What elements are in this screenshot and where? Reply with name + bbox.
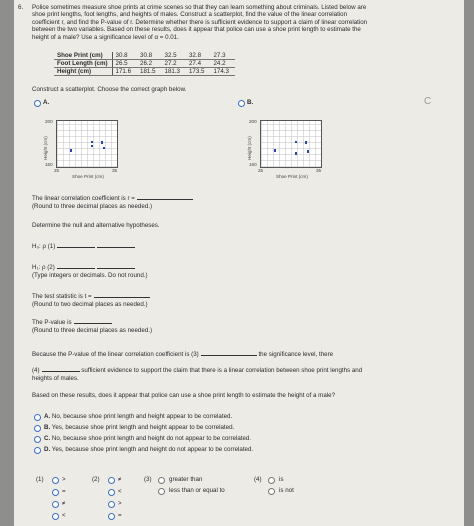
conclusion-part1: Because the P-value of the linear correlation coefficient is (3) [32,351,199,358]
option-letter: D. [44,446,51,453]
graph-a-xtick-right: 35 [112,168,118,173]
correlation-hint: (Round to three decimal places as needed.) [32,203,153,210]
estimate-question: Based on these results, does it appear that police can use a shoe print length to estimate the height of a male? [32,392,336,399]
conclusion-part5: heights of males. [32,375,79,382]
group1-radio[interactable] [52,513,59,520]
pvalue-hint: (Round to three decimal places as needed.) [32,327,153,334]
graph-a-xtick-left: 25 [54,168,60,173]
graph-b-label: B. [247,99,254,106]
worksheet [14,0,464,526]
pvalue-label: The P-value is [32,319,72,326]
group1-option: = [62,488,66,495]
pvalue-line [32,319,112,326]
scatter-point [305,141,307,143]
scatter-point [274,149,276,151]
group4-radio[interactable] [268,488,275,495]
graph-b-ytick-bottom: 160 [249,162,257,167]
group2-option: = [118,512,122,519]
h0-value-input[interactable] [97,247,135,248]
scatter-point [91,141,93,143]
group1-radio[interactable] [52,501,59,508]
scatter-point [295,141,297,143]
group2-radio[interactable] [108,477,115,484]
graph-a-radio[interactable] [34,100,41,107]
table-cell: 24.2 [210,60,234,68]
hypotheses-title: Determine the null and alternative hypotheses. [32,222,160,229]
graph-b-xtick-right: 35 [316,168,322,173]
group1-radio[interactable] [52,477,59,484]
scatter-point [103,147,105,149]
group4-label: (4) [254,476,262,483]
evidence-select[interactable] [42,371,80,372]
graph-a-ylabel: Height (cm) [43,136,48,160]
conclusion-line-2 [32,367,362,374]
group1-option: ≠ [62,500,66,507]
group1-label: (1) [36,476,44,483]
graph-b-ylabel: Height (cm) [247,136,252,160]
h1-line [32,264,135,271]
group2-option: ≠ [118,476,122,483]
table-cell: 27.2 [162,60,186,68]
graph-a-plot [56,120,118,168]
pvalue-input[interactable] [74,323,112,324]
graph-a-ytick-bottom: 160 [45,162,53,167]
group2-label: (2) [92,476,100,483]
table-cell: 171.6 [112,68,137,76]
scatter-point [295,152,297,154]
correlation-input[interactable] [137,199,193,200]
group1-option: < [62,512,66,519]
row-header: Height (cm) [54,68,112,76]
group2-option: > [118,500,122,507]
option-b-radio[interactable] [34,425,41,432]
row-header: Foot Length (cm) [54,60,112,68]
table-cell: 27.3 [210,52,234,60]
question-line: height of a male? Use a significance level of α = 0.01. [32,33,179,41]
group3-label: (3) [144,476,152,483]
correlation-label: The linear correlation coefficient is r = [32,195,135,202]
row-header: Shoe Print (cm) [54,52,112,60]
table-cell: 181.5 [137,68,161,76]
conclusion-line-1 [32,351,333,358]
graph-a-ytick-top: 200 [45,119,53,124]
scatter-prompt: Construct a scatterplot. Choose the correct graph below. [32,86,187,93]
scatter-point [307,150,309,152]
group3-option: less than or equal to [169,487,225,494]
option-c [44,435,251,442]
table-row [54,68,235,76]
group1-radio[interactable] [52,489,59,496]
hypotheses-hint: (Type integers or decimals. Do not round.) [32,272,148,279]
test-stat-label: The test statistic is t = [32,293,92,300]
option-a [44,413,232,420]
question-line: coefficient r, and find the P-value of r. Determine whether there is sufficient evidence to support a claim of linear correlation [32,18,368,26]
option-text: No, because shoe print length and height appear to be correlated. [51,413,233,420]
scatter-point [70,149,72,151]
table-cell: 27.4 [186,60,210,68]
graph-a-xlabel: Shoe Print (cm) [72,174,104,179]
question-line: Police sometimes measure shoe prints at crime scenes so that they can learn something about criminals. Listed below are [32,4,367,11]
h0-relation-select[interactable] [57,247,95,248]
option-c-radio[interactable] [34,436,41,443]
option-d [44,446,253,453]
test-stat-hint: (Round to two decimal places as needed.) [32,301,148,308]
table-cell: 32.5 [162,52,186,60]
comparison-select[interactable] [201,355,257,356]
table-cell: 26.2 [137,60,161,68]
option-text: No, because shoe print length and height do not appear to be correlated. [51,435,252,442]
question-line: shoe print lengths, foot lengths, and heights of males. Construct a scatterplot, find the value of the linear correlation [32,11,348,19]
h0-label: H₀: ρ (1) [32,243,56,250]
reset-icon[interactable]: C [424,96,432,107]
option-letter: A. [44,413,51,420]
table-cell: 30.8 [137,52,161,60]
graph-b-ytick-top: 200 [249,119,257,124]
table-row [54,60,235,68]
table-cell: 173.5 [186,68,210,76]
question-number: 6. [18,4,24,11]
conclusion-part4: sufficient evidence to support the claim that there is a linear correlation between shoe print lengths and [81,367,363,374]
graph-b-xtick-left: 25 [258,168,264,173]
option-a-radio[interactable] [34,414,41,421]
question-line: between the two variables. Based on these results, does it appear that police can use a shoe print length to estimate the [32,26,361,34]
group2-option: < [118,488,122,495]
group4-radio[interactable] [268,477,275,484]
table-cell: 174.3 [210,68,234,76]
h1-label: H₁: ρ (2) [32,264,55,271]
group4-option: is [279,476,284,483]
h1-relation-select[interactable] [57,268,95,269]
option-text: Yes, because shoe print length and height do not appear to be correlated. [51,446,254,453]
table-cell: 30.8 [112,52,137,60]
graph-b-xlabel: Shoe Print (cm) [276,174,308,179]
group2-radio[interactable] [108,501,115,508]
group3-radio[interactable] [158,477,165,484]
group3-radio[interactable] [158,488,165,495]
group2-radio[interactable] [108,489,115,496]
graph-b-plot [260,120,322,168]
test-stat-input[interactable] [94,297,150,298]
scatter-point [91,145,93,147]
table-row [54,52,235,60]
option-letter: C. [44,435,51,442]
data-table [54,52,235,76]
h1-value-input[interactable] [97,268,135,269]
option-d-radio[interactable] [34,447,41,454]
group1-option: > [62,476,66,483]
graph-b-radio[interactable] [238,100,245,107]
graph-a-label: A. [43,99,50,106]
group2-radio[interactable] [108,513,115,520]
option-b [44,424,234,431]
table-cell: 26.5 [112,60,137,68]
option-letter: B. [44,424,51,431]
correlation-line [32,195,193,202]
group3-option: greater than [169,476,203,483]
h0-line [32,243,135,250]
table-cell: 32.8 [186,52,210,60]
test-stat-line [32,293,150,300]
conclusion-part3: (4) [32,367,40,374]
question-text [32,4,452,41]
group4-option: is not [279,487,294,494]
table-cell: 181.3 [162,68,186,76]
conclusion-part2: the significance level, there [258,351,334,358]
scatter-point [101,141,103,143]
option-text: Yes, because shoe print length and height appear to be correlated. [51,424,235,431]
